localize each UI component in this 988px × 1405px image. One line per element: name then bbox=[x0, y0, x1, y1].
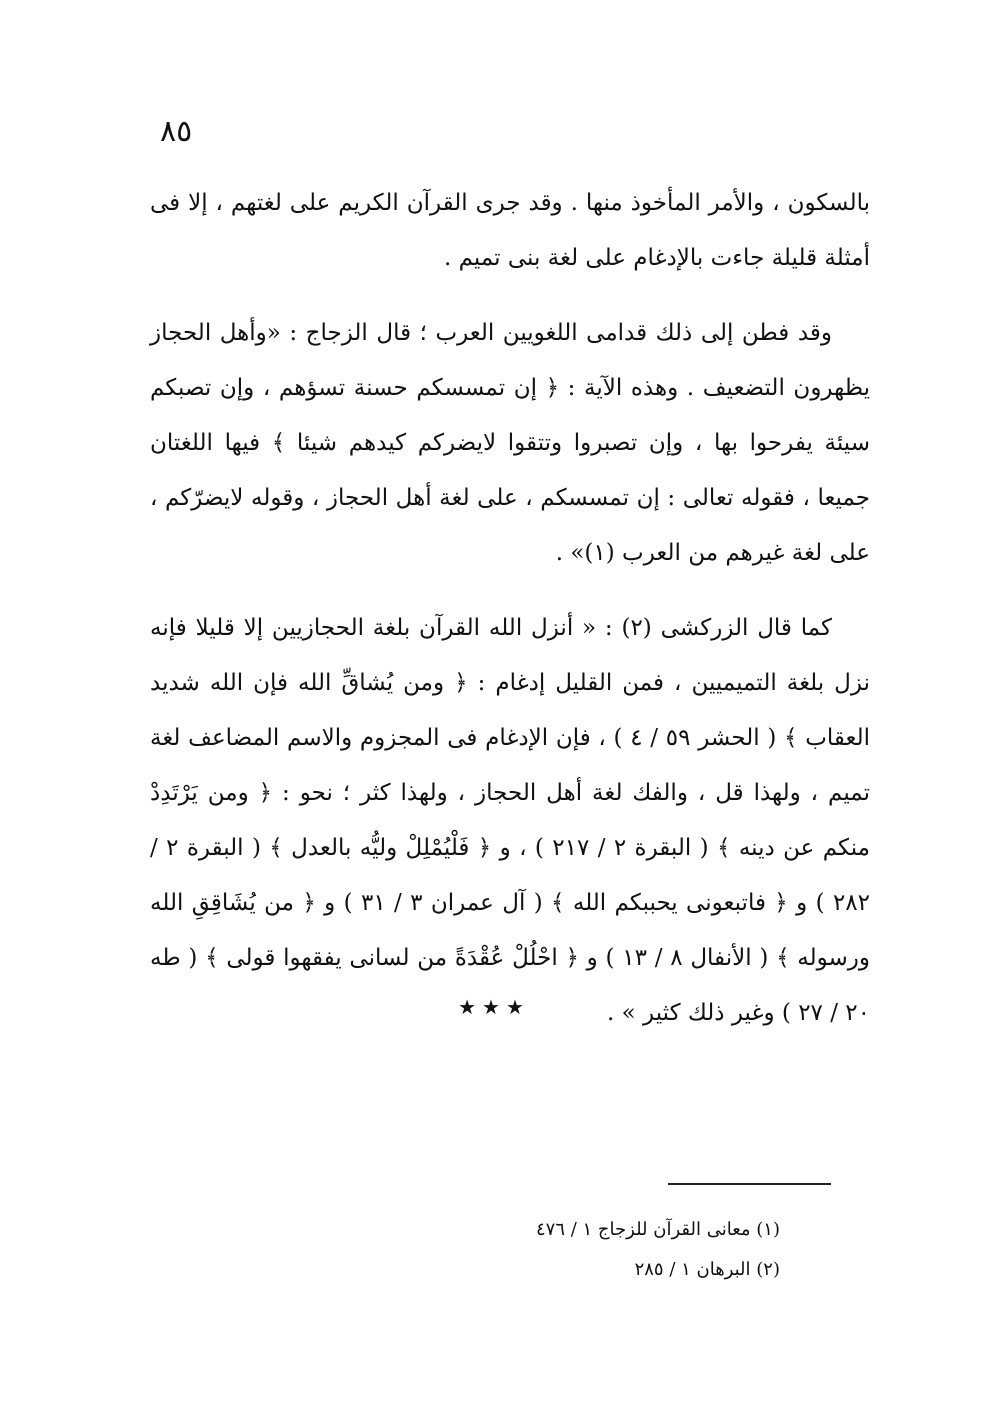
section-separator-stars: ★★★ bbox=[458, 995, 530, 1019]
paragraph-3: كما قال الزركشى (٢) : « أنزل الله القرآن بلغة الحجازيين إلا قليلا فإنه نزل بلغة التميميين ، فمن القليل إدغام : ﴿ ومن يُشاقِّ الله فإن الله شديد العقاب ﴾ ( الحشر ٥٩ / ٤ ) ، فإن الإدغام فى المجزوم والاسم المضاعف لغة تميم ، ولهذا قل ، والفك لغة أهل الحجاز ، ولهذا كثر ؛ نحو : ﴿ ومن يَرْتَدِدْ منكم عن دينه ﴾ ( البقرة ٢ / ٢١٧ ) ، و ﴿ فَلْيُمْلِلْ وليُّه بالعدل ﴾ ( البقرة ٢ / ٢٨٢ ) و ﴿ فاتبعونى يحببكم الله ﴾ ( آل عمران ٣ / ٣١ ) و ﴿ من يُشَاقِقِ الله ورسوله ﴾ ( الأنفال ٨ / ١٣ ) و ﴿ احْلُلْ عُقْدَةً من لسانى يفقهوا قولى ﴾ ( طه ٢٠ / ٢٧ ) وغير ذلك كثير » . bbox=[150, 615, 871, 1026]
paragraph-1: بالسكون ، والأمر المأخوذ منها . وقد جرى القرآن الكريم على لغتهم ، إلا فى أمثلة قليلة جاءت بالإدغام على لغة بنى تميم . bbox=[150, 190, 870, 271]
page-number: ٨٥ bbox=[160, 114, 193, 149]
footnote-2: (٢) البرهان ١ / ٢٨٥ bbox=[634, 1259, 780, 1280]
footnote-divider bbox=[668, 1183, 831, 1185]
footnotes bbox=[440, 1210, 780, 1290]
footnote-1: (١) معانى القرآن للزجاج ١ / ٤٧٦ bbox=[536, 1219, 780, 1240]
paragraph-2: وقد فطن إلى ذلك قدامى اللغويين العرب ؛ قال الزجاج : «وأهل الحجاز يظهرون التضعيف . وهذه الآية : ﴿ إن تمسسكم حسنة تسؤهم ، وإن تصبكم سيئة يفرحوا بها ، وإن تصبروا وتتقوا لايضركم كيدهم شيئا ﴾ فيها اللغتان جميعا ، فقوله تعالى : إن تمسسكم ، على لغة أهل الحجاز ، وقوله لايضرّكم ، على لغة غيرهم من العرب (١)» . bbox=[150, 320, 870, 566]
body-text bbox=[150, 176, 870, 1061]
